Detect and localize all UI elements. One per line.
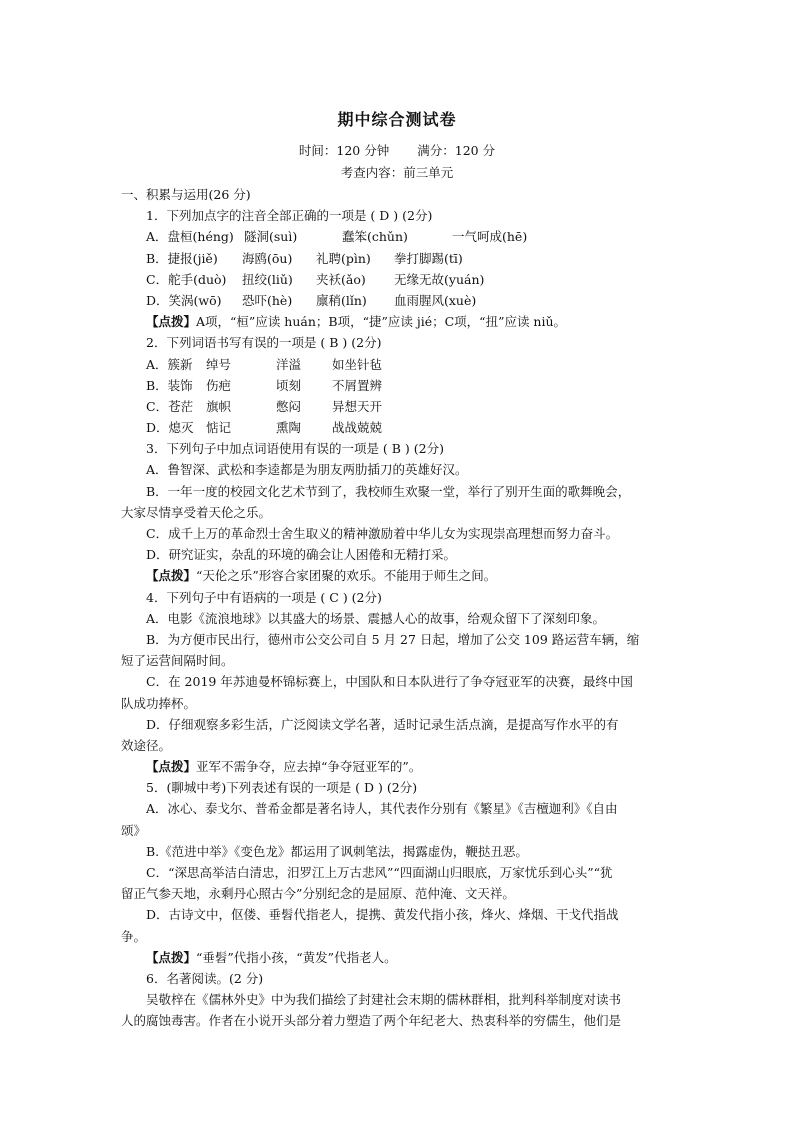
q3-tip: 【点拨】“天伦之乐”形容合家团聚的欢乐。不能用于师生之间。: [146, 568, 497, 584]
exam-score: 满分：120 分: [417, 143, 496, 158]
exam-meta-line: [0, 141, 794, 159]
q5-option-c-cont: 留正气参天地，永剩丹心照古今”分别纪念的是屈原、范仲淹、文天祥。: [121, 886, 515, 902]
q5-option-a: A．冰心、泰戈尔、普希金都是著名诗人，其代表作分别有《繁星》《吉檀迦利》《自由: [146, 801, 618, 817]
question-6-stem: 6．名著阅读。(2 分): [146, 970, 264, 986]
q2-option-c: C．苍茫 旗帜 憋闷 异想天开: [146, 398, 383, 414]
q1-option-d: D．笑涡(wō) 恐吓(hè) 廪稍(lǐn) 血雨腥风(xuè): [146, 292, 477, 308]
q5-option-d: D．古诗文中，伛偻、垂髫代指老人，提携、黄发代指小孩，烽火、烽烟、干戈代指战: [146, 907, 619, 923]
q3-option-b: B．一年一度的校园文化艺术节到了，我校师生欢聚一堂，举行了别开生面的歌舞晚会，: [146, 483, 631, 499]
exam-scope: 考查内容：前三单元: [340, 165, 454, 180]
exam-body: [121, 184, 690, 1032]
question-4-stem: 4．下列句子中有语病的一项是 ( C ) (2分): [146, 589, 382, 605]
q5-option-d-cont: 争。: [121, 928, 147, 944]
q4-option-d: D．仔细观察多彩生活，广泛阅读文学名著，适时记录生活点滴，是提高写作水平的有: [146, 716, 619, 732]
q4-tip: 【点拨】亚军不需争夺，应去掉“争夺冠亚军的”。: [146, 759, 422, 775]
q4-option-b-cont: 短了运营间隔时间。: [121, 653, 234, 669]
q5-option-c: C．“深思高举洁白清忠，汨罗江上万古悲风”“四面湖山归眼底，万家忧乐到心头”“犹: [146, 865, 613, 880]
page-title: 期中综合测试卷: [337, 110, 457, 129]
q1-option-c: C．舵手(duò) 扭绞(liǔ) 夹袄(ǎo) 无缘无故(yuán): [146, 271, 485, 287]
q1-option-b: B．捷报(jiě) 海鸥(ōu) 礼聘(pìn) 拳打脚踢(tī): [146, 250, 463, 266]
q1-tip: 【点拨】A项，“桓”应读 huán；B项，“捷”应读 jié；C项，“扭”应读 niǔ。: [146, 314, 567, 330]
q6-paragraph: 吴敬梓在《儒林外史》中为我们描绘了封建社会末期的儒林群相，批判科举制度对读书: [146, 992, 622, 1008]
q4-option-b: B．为方便市民出行，德州市公交公司自 5 月 27 日起，增加了公交 109 路运营车辆，缩: [146, 631, 640, 647]
q4-option-c-cont: 队成功捧杯。: [121, 695, 197, 711]
section-heading: 一、积累与运用(26 分): [121, 187, 251, 202]
question-5-stem: 5．(聊城中考)下列表述有误的一项是 ( D ) (2分): [146, 780, 418, 796]
q1-option-a: A．盘桓(héng) 隧洞(suì) 蠢笨(chǔn) 一气呵成(hē): [146, 229, 528, 245]
exam-time: 时间：120 分钟: [298, 143, 390, 158]
q4-option-d-cont: 效途径。: [121, 737, 172, 753]
q5-option-a-cont: 颂》: [121, 822, 147, 838]
q3-option-c: C．成千上万的革命烈士舍生取义的精神激励着中华儿女为实现崇高理想而努力奋斗。: [146, 526, 619, 541]
q5-tip: 【点拨】“垂髫”代指小孩，“黄发”代指老人。: [146, 949, 397, 965]
q2-option-d: D．熄灭 惦记 熏陶 战战兢兢: [146, 420, 383, 436]
question-1-stem: 1．下列加点字的注音全部正确的一项是 ( D ) (2分): [146, 208, 433, 224]
q3-option-b-cont: 大家尽情享受着天伦之乐。: [121, 504, 272, 520]
q4-option-a: A．电影《流浪地球》以其盛大的场景、震撼人心的故事，给观众留下了深刻印象。: [146, 610, 606, 626]
q5-option-b: B.《范进中举》《变色龙》都运用了讽刺笔法，揭露虚伪，鞭挞丑恶。: [146, 843, 528, 859]
question-2-stem: 2．下列词语书写有误的一项是 ( B ) (2分): [146, 335, 382, 351]
q6-paragraph-cont: 人的腐蚀毒害。作者在小说开头部分着力塑造了两个年纪老大、热衷科举的穷儒生，他们是: [121, 1013, 622, 1029]
question-3-stem: 3．下列句子中加点词语使用有误的一项是 ( B ) (2分): [146, 441, 444, 457]
q4-option-c: C．在 2019 年苏迪曼杯锦标赛上，中国队和日本队进行了争夺冠亚军的决赛，最终中国: [146, 674, 633, 690]
q2-option-a: A．簇新 绰号 洋溢 如坐针毡: [146, 356, 383, 372]
q2-option-b: B．装饰 伤疤 顷刻 不屑置辨: [146, 377, 383, 393]
q3-option-a: A．鲁智深、武松和李逵都是为朋友两肋插刀的英雄好汉。: [146, 462, 468, 478]
q3-option-d: D．研究证实，杂乱的环境的确会让人困倦和无精打采。: [146, 547, 457, 563]
